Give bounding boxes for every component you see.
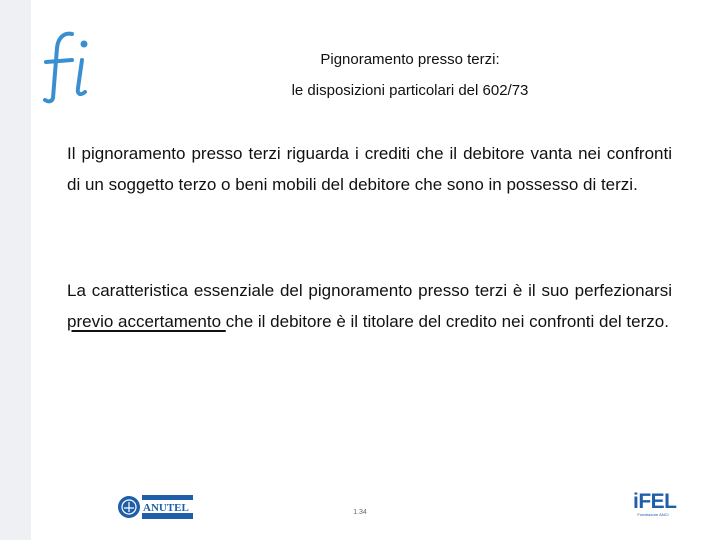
- ifel-logo-icon: iFEL: [633, 490, 677, 513]
- paragraph-2-text-start: La caratteristica essenziale del pignoramento presso terzi è il suo perfezionarsi: [67, 281, 672, 300]
- slide-title: Pignoramento presso terzi:: [320, 51, 500, 68]
- paragraph-1: Il pignoramento presso terzi riguarda i crediti che il debitore vanta nei confronti di un soggetto terzo o beni mobili del debitore che sono in possesso di terzi.: [67, 144, 672, 194]
- page-number: 1.34: [353, 509, 367, 516]
- ifel-logo-subtext: Fondazione ANCI: [637, 512, 669, 517]
- slide-subtitle: le disposizioni particolari del 602/73: [291, 82, 529, 99]
- left-decorative-strip: [0, 0, 31, 540]
- anutel-logo-text: ANUTEL: [143, 502, 189, 514]
- anutel-logo-icon: [117, 493, 195, 521]
- paragraph-2: [67, 275, 672, 337]
- paragraph-2-text-end: che il debitore è il titolare del credito nei confronti del terzo.: [225, 312, 669, 331]
- fi-logo-icon: [38, 28, 98, 106]
- ifel-logo: [633, 490, 677, 524]
- underlined-phrase: previo accertamento: [67, 312, 226, 331]
